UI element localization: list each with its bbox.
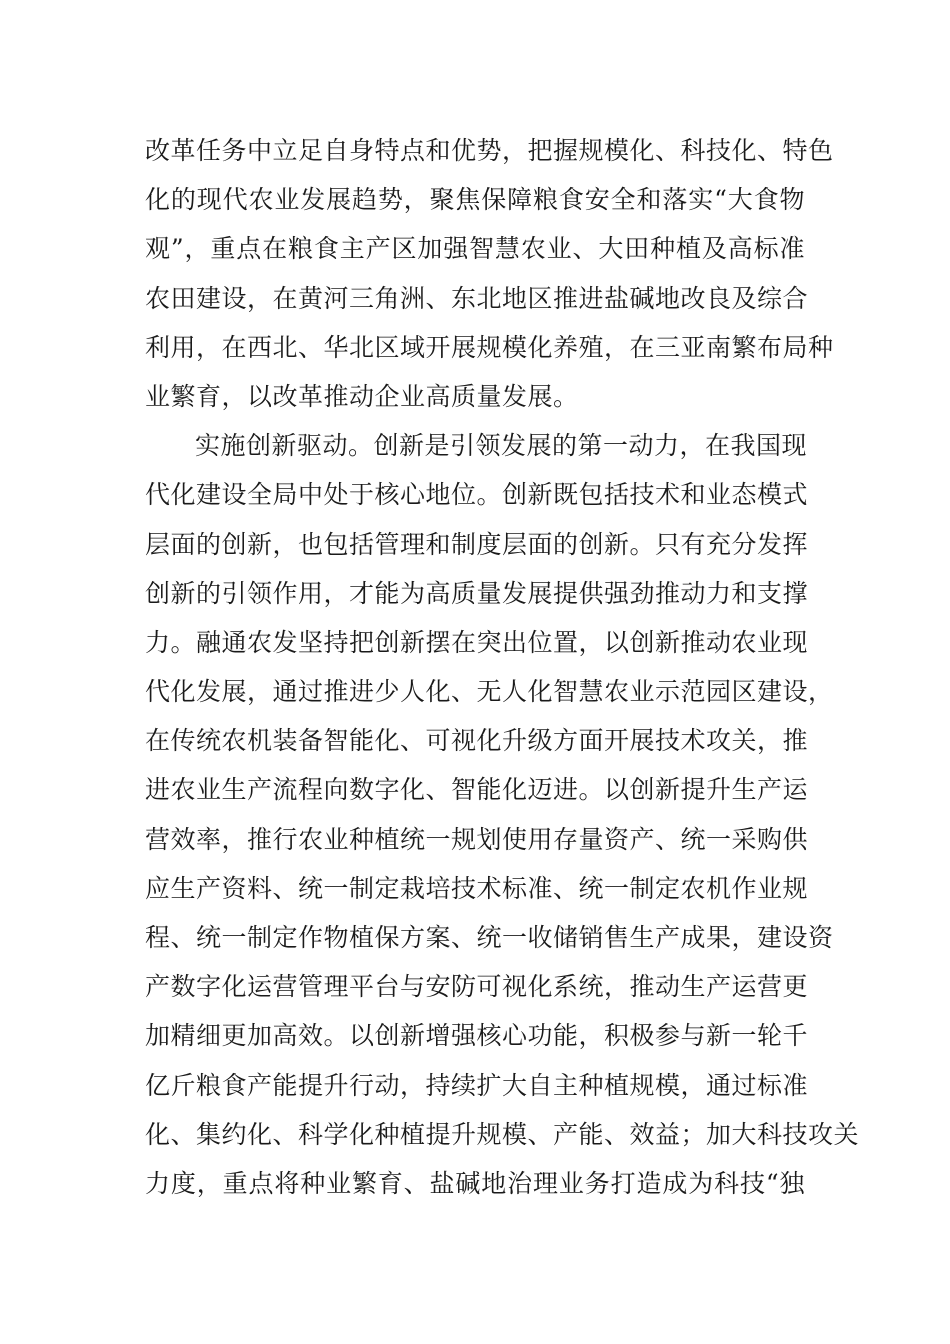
paragraph-reform bbox=[145, 126, 834, 421]
text-line: 进农业生产流程向数字化、智能化迈进。以创新提升生产运 bbox=[145, 775, 809, 805]
text-line: 应生产资料、统一制定栽培技术标准、统一制定农机作业规 bbox=[145, 873, 809, 903]
text-line: 农田建设，在黄河三角洲、东北地区推进盐碱地改良及综合 bbox=[145, 283, 809, 313]
text-line: 程、统一制定作物植保方案、统一收储销售生产成果，建设资 bbox=[145, 923, 834, 952]
text-line: 营效率，推行农业种植统一规划使用存量资产、统一采购供 bbox=[145, 824, 809, 854]
text-line: 观”，重点在粮食主产区加强智慧农业、大田种植及高标准 bbox=[145, 234, 805, 264]
text-line: 化、集约化、科学化种植提升规模、产能、效益；加大科技攻关 bbox=[145, 1119, 860, 1149]
text-line: 力。融通农发坚持把创新摆在突出位置，以创新推动农业现 bbox=[145, 627, 809, 657]
text-line: 业繁育，以改革推动企业高质量发展。 bbox=[145, 381, 579, 411]
document-body bbox=[145, 126, 860, 1208]
text-line: 在传统农机装备智能化、可视化升级方面开展技术攻关，推 bbox=[145, 726, 809, 756]
text-line: 层面的创新，也包括管理和制度层面的创新。只有充分发挥 bbox=[145, 529, 809, 559]
text-line: 化的现代农业发展趋势，聚焦保障粮食安全和落实“大食物 bbox=[145, 185, 805, 215]
text-line: 亿斤粮食产能提升行动，持续扩大自主种植规模，通过标准 bbox=[145, 1070, 809, 1100]
text-line: 改革任务中立足自身特点和优势，把握规模化、科技化、特色 bbox=[145, 136, 834, 165]
text-line: 代化发展，通过推进少人化、无人化智慧农业示范园区建设， bbox=[145, 677, 834, 707]
text-line: 产数字化运营管理平台与安防可视化系统，推动生产运营更 bbox=[145, 972, 809, 1002]
text-line: 代化建设全局中处于核心地位。创新既包括技术和业态模式 bbox=[145, 480, 809, 510]
paragraph-innovation bbox=[145, 421, 860, 1208]
text-line: 创新的引领作用，才能为高质量发展提供强劲推动力和支撑 bbox=[145, 578, 809, 608]
text-line: 实施创新驱动。创新是引领发展的第一动力，在我国现 bbox=[195, 431, 808, 461]
text-line: 利用，在西北、华北区域开展规模化养殖，在三亚南繁布局种 bbox=[145, 332, 834, 362]
text-line: 加精细更加高效。以创新增强核心功能，积极参与新一轮千 bbox=[145, 1021, 809, 1051]
text-line: 力度，重点将种业繁育、盐碱地治理业务打造成为科技“独 bbox=[145, 1168, 805, 1198]
